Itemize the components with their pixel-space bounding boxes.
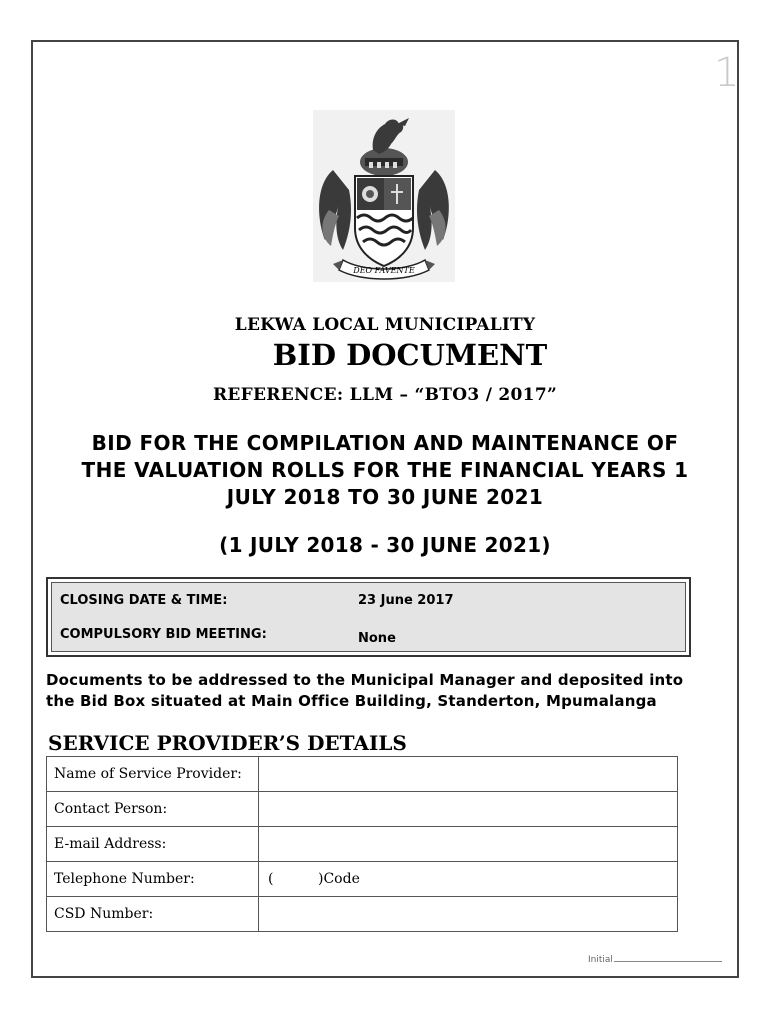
bid-meeting-value: None [358,631,396,646]
contact-person-field[interactable] [259,792,678,827]
bid-title-line: JULY 2018 TO 30 JUNE 2021 [226,485,544,509]
csd-number-field[interactable] [259,897,678,932]
closing-details-panel [51,582,686,652]
closing-date-label: CLOSING DATE & TIME: [60,593,228,608]
bid-title [40,430,730,511]
submission-notice [46,670,736,712]
bid-title-line: BID FOR THE COMPILATION AND MAINTENANCE OF [91,431,679,455]
area-code-open: ( [268,871,274,887]
crest-motto: DEO FAVENTE [353,266,415,275]
email-address-field[interactable] [259,827,678,862]
document-title: BID DOCUMENT [272,338,548,372]
municipal-crest-logo [313,110,455,282]
contact-person-label: Contact Person: [47,792,259,827]
service-provider-table [46,756,678,932]
page-number: 1 [714,50,740,96]
provider-name-label: Name of Service Provider: [47,757,259,792]
telephone-number-label: Telephone Number: [47,862,259,897]
table-row [47,827,678,862]
notice-line: Documents to be addressed to the Municipal Manager and deposited into [46,671,684,689]
initial-signature-line[interactable] [614,952,722,962]
initial-label: Initial [588,955,613,965]
bid-reference: REFERENCE: LLM – “BTO3 / 2017” [212,385,558,405]
initial-footer [588,952,722,965]
csd-number-label: CSD Number: [47,897,259,932]
closing-date-value: 23 June 2017 [358,593,454,608]
bid-title-line: THE VALUATION ROLLS FOR THE FINANCIAL YEARS 1 [81,458,689,482]
closing-details-box [46,577,691,657]
bid-meeting-label: COMPULSORY BID MEETING: [60,627,267,642]
table-row [47,792,678,827]
telephone-number-field[interactable] [259,862,678,897]
municipality-name: LEKWA LOCAL MUNICIPALITY [234,315,536,335]
email-address-label: E-mail Address: [47,827,259,862]
service-provider-heading: SERVICE PROVIDER’S DETAILS [48,731,407,755]
provider-name-field[interactable] [259,757,678,792]
area-code-close: )Code [318,871,360,887]
table-row [47,897,678,932]
table-row [47,862,678,897]
bid-period: (1 JULY 2018 - 30 JUNE 2021) [219,533,551,557]
notice-line: the Bid Box situated at Main Office Building, Standerton, Mpumalanga [46,692,657,710]
table-row [47,757,678,792]
